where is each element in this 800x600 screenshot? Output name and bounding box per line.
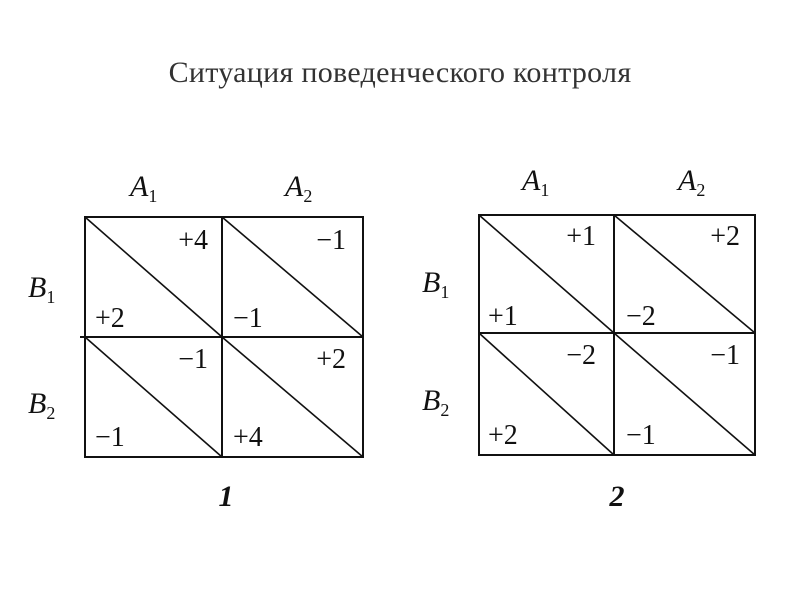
matrix-1-row-label-b2: $B_2$ xyxy=(28,387,56,423)
matrix-2-cell-a2b1-payoff-b: −2 xyxy=(626,301,656,332)
matrix-2-row-label-b2: $B_2$ xyxy=(422,384,450,420)
matrix-2-col-label-a2: $A_2$ xyxy=(678,164,706,200)
matrix-1-col-label-a1: $A_1$ xyxy=(130,170,158,206)
matrix-1-cell-a2b2-payoff-a: +2 xyxy=(316,344,346,375)
matrix-2-col-label-a1: $A_1$ xyxy=(522,164,550,200)
matrix-2-cell-a1b2-payoff-b: +2 xyxy=(488,420,518,451)
matrix-2-cell-a1b1-payoff-b: +1 xyxy=(488,301,518,332)
matrix-1-cell-a1b1-payoff-b: +2 xyxy=(95,303,125,334)
matrix-2-cell-a2b2-payoff-a: −1 xyxy=(710,340,740,371)
matrix-1-cell-a2b2-payoff-b: +4 xyxy=(233,422,263,453)
matrix-1-cell-a1b2-payoff-b: −1 xyxy=(95,422,125,453)
matrix-2-cell-a1b2-payoff-a: −2 xyxy=(566,340,596,371)
matrix-2-cell-a2b2-payoff-b: −1 xyxy=(626,420,656,451)
matrix-2-number: 2 xyxy=(609,480,625,513)
matrix-1-cell-a2b1-payoff-a: −1 xyxy=(316,225,346,256)
matrix-2-row-label-b1: $B_1$ xyxy=(422,266,450,302)
matrix-1-cell-a1b1-payoff-a: +4 xyxy=(178,225,208,256)
matrix-1-col-label-a2: $A_2$ xyxy=(285,170,313,206)
matrix-1-cell-a2b1-payoff-b: −1 xyxy=(233,303,263,334)
matrix-2-cell-a2b1-payoff-a: +2 xyxy=(710,221,740,252)
matrix-1-row-label-b1: $B_1$ xyxy=(28,271,56,307)
matrix-1-number: 1 xyxy=(218,480,234,513)
matrix-2 xyxy=(422,164,755,513)
matrix-1 xyxy=(28,170,363,513)
matrix-1-cell-a1b2-payoff-a: −1 xyxy=(178,344,208,375)
matrix-2-cell-a1b1-payoff-a: +1 xyxy=(566,221,596,252)
slide-title: Ситуация поведенческого контроля xyxy=(168,56,632,89)
